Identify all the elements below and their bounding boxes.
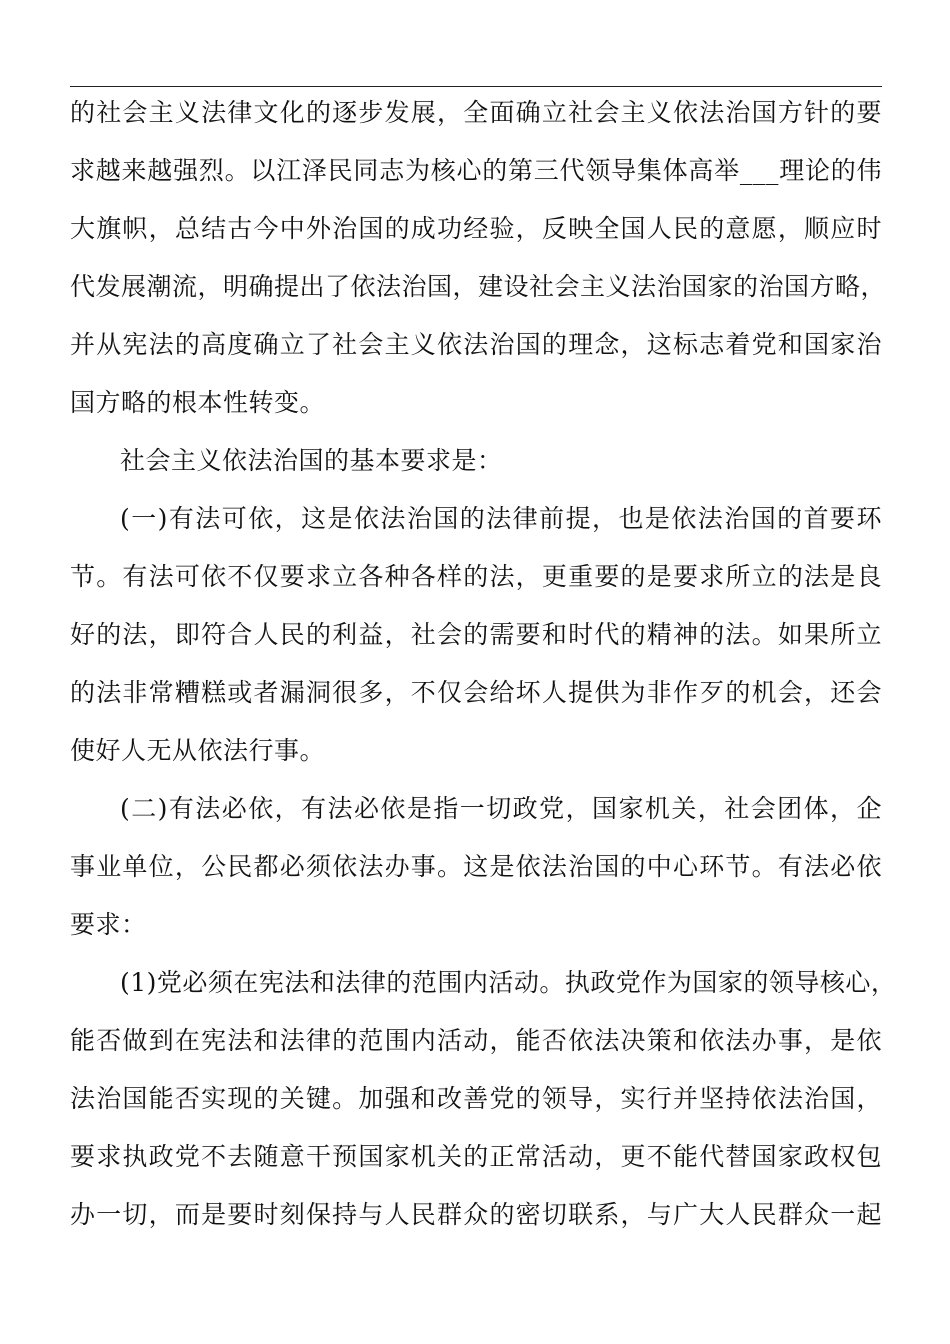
paragraph-heading: 社会主义依法治国的基本要求是： — [120, 446, 503, 475]
text-line: 办一切，而是要时刻保持与人民群众的密切联系，与广大人民群众一起 — [70, 1200, 882, 1229]
text-line: 代发展潮流，明确提出了依法治国，建设社会主义法治国家的治国方略， — [70, 272, 887, 301]
text-line: 事业单位，公民都必须依法办事。这是依法治国的中心环节。有法必依 — [70, 852, 882, 881]
document-body — [70, 93, 897, 1253]
text-line: 的社会主义法律文化的逐步发展，全面确立社会主义依法治国方针的要 — [70, 98, 882, 127]
text-line: 节。有法可依不仅要求立各种各样的法，更重要的是要求所立的法是良 — [70, 562, 882, 591]
text-line: 并从宪法的高度确立了社会主义依法治国的理念，这标志着党和国家治 — [70, 330, 882, 359]
text-line: 好的法，即符合人民的利益，社会的需要和时代的精神的法。如果所立 — [70, 620, 882, 649]
text-line: 求越来越强烈。以江泽民同志为核心的第三代领导集体高举___理论的伟 — [70, 156, 882, 185]
text-line: 要求执政党不去随意干预国家机关的正常活动，更不能代替国家政权包 — [70, 1142, 882, 1171]
text-line: 要求： — [70, 910, 147, 939]
header-rule — [70, 86, 882, 87]
text-line: 能否做到在宪法和法律的范围内活动，能否依法决策和依法办事，是依 — [70, 1026, 882, 1055]
text-line: 国方略的根本性转变。 — [70, 388, 326, 417]
text-line: 法治国能否实现的关键。加强和改善党的领导，实行并坚持依法治国， — [70, 1084, 882, 1113]
text-line: (1)党必须在宪法和法律的范围内活动。执政党作为国家的领导核心， — [120, 968, 897, 997]
text-line: 使好人无从依法行事。 — [70, 736, 326, 765]
text-line: (二)有法必依，有法必依是指一切政党，国家机关，社会团体，企 — [120, 794, 882, 823]
text-line: 的法非常糟糕或者漏洞很多，不仅会给坏人提供为非作歹的机会，还会 — [70, 678, 882, 707]
text-line: (一)有法可依，这是依法治国的法律前提，也是依法治国的首要环 — [120, 504, 882, 533]
text-line: 大旗帜，总结古今中外治国的成功经验，反映全国人民的意愿，顺应时 — [70, 214, 882, 243]
